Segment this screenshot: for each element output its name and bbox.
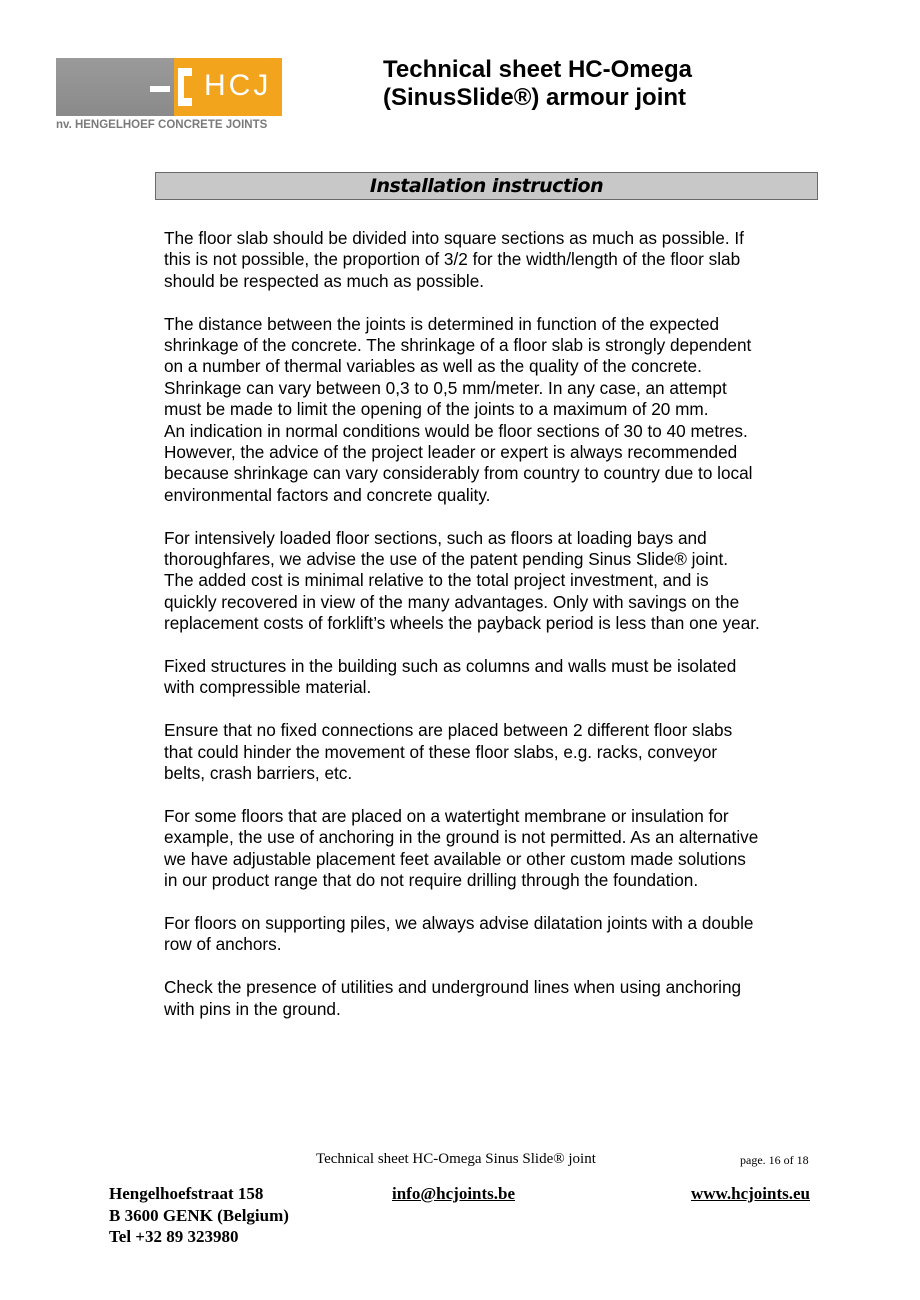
paragraph-line: For intensively loaded floor sections, such as floors at loading bays and <box>164 527 707 548</box>
address-street: Hengelhoefstraat 158 <box>109 1184 264 1203</box>
paragraph-line: must be made to limit the opening of the joints to a maximum of 20 mm. <box>164 399 709 420</box>
paragraph-line: Check the presence of utilities and underground lines when using anchoring <box>164 977 742 998</box>
paragraph-line: that could hinder the movement of these floor slabs, e.g. racks, conveyor <box>164 741 718 762</box>
website-link[interactable]: www.hcjoints.eu <box>690 1184 810 1203</box>
paragraph <box>164 806 824 892</box>
paragraph-line: Ensure that no fixed connections are placed between 2 different floor slabs <box>164 720 733 741</box>
paragraph-line: replacement costs of forklift’s wheels the payback period is less than one year. <box>164 613 760 634</box>
section-header-bar <box>155 172 818 200</box>
paragraph-line: in our product range that do not require drilling through the foundation. <box>164 870 699 891</box>
paragraph-line: shrinkage of the concrete. The shrinkage of a floor slab is strongly dependent <box>164 335 752 356</box>
paragraph-line: this is not possible, the proportion of 3/2 for the width/length of the floor slab <box>164 249 741 270</box>
paragraph <box>164 977 824 1020</box>
paragraph-line: The floor slab should be divided into square sections as much as possible. If <box>164 228 744 248</box>
email-link[interactable]: info@hcjoints.be <box>392 1184 516 1203</box>
paragraph-line: However, the advice of the project leader or expert is always recommended <box>164 442 738 463</box>
paragraph-line: Fixed structures in the building such as columns and walls must be isolated <box>164 656 737 677</box>
paragraph-line: environmental factors and concrete quality. <box>164 484 491 505</box>
section-title: Installation instruction <box>369 175 604 197</box>
page-number: page. 16 of 18 <box>740 1153 809 1167</box>
paragraph-line: The added cost is minimal relative to the total project investment, and is <box>164 570 709 591</box>
paragraph-line: For some floors that are placed on a watertight membrane or insulation for <box>164 805 729 826</box>
address-city: B 3600 GENK (Belgium) <box>109 1205 289 1225</box>
paragraph-line: For floors on supporting piles, we always advise dilatation joints with a double <box>164 912 754 933</box>
paragraph-line: we have adjustable placement feet available or other custom made solutions <box>164 848 746 869</box>
logo-text: HCJ <box>204 69 272 102</box>
paragraph-line: with pins in the ground. <box>164 998 341 1019</box>
document-title <box>383 56 843 112</box>
footer-caption: Technical sheet HC-Omega Sinus Slide® joint <box>316 1151 596 1167</box>
paragraph-line: should be respected as much as possible. <box>164 270 485 291</box>
paragraph-line: Shrinkage can vary between 0,3 to 0,5 mm/meter. In any case, an attempt <box>164 377 727 398</box>
logo-subtitle: nv. HENGELHOEF CONCRETE JOINTS <box>56 119 268 131</box>
paragraph-line: quickly recovered in view of the many advantages. Only with savings on the <box>164 591 740 612</box>
paragraph-line: example, the use of anchoring in the ground is not permitted. As an alternative <box>164 827 759 848</box>
company-logo <box>56 58 282 134</box>
company-address <box>109 1183 289 1248</box>
paragraph <box>164 528 824 635</box>
paragraph-line: because shrinkage can vary considerably from country to country due to local <box>164 463 753 484</box>
document-title-line-1: Technical sheet HC-Omega <box>383 56 692 83</box>
paragraph <box>164 720 824 784</box>
logo-bracket-icon <box>148 66 194 108</box>
paragraph-line: with compressible material. <box>164 677 372 698</box>
paragraph-line: on a number of thermal variables as well as the quality of the concrete. <box>164 356 702 377</box>
paragraph <box>164 656 824 699</box>
body-content <box>164 228 824 1041</box>
paragraph-line: belts, crash barriers, etc. <box>164 763 353 784</box>
paragraph-line: row of anchors. <box>164 934 282 955</box>
paragraph-line: An indication in normal conditions would be floor sections of 30 to 40 metres. <box>164 420 748 441</box>
paragraph <box>164 913 824 956</box>
address-phone: Tel +32 89 323980 <box>109 1227 239 1246</box>
paragraph <box>164 314 824 507</box>
paragraph-line: thoroughfares, we advise the use of the patent pending Sinus Slide® joint. <box>164 549 728 570</box>
paragraph <box>164 228 824 292</box>
paragraph-line: The distance between the joints is determined in function of the expected <box>164 313 720 334</box>
document-title-line-2: (SinusSlide®) armour joint <box>383 84 687 111</box>
